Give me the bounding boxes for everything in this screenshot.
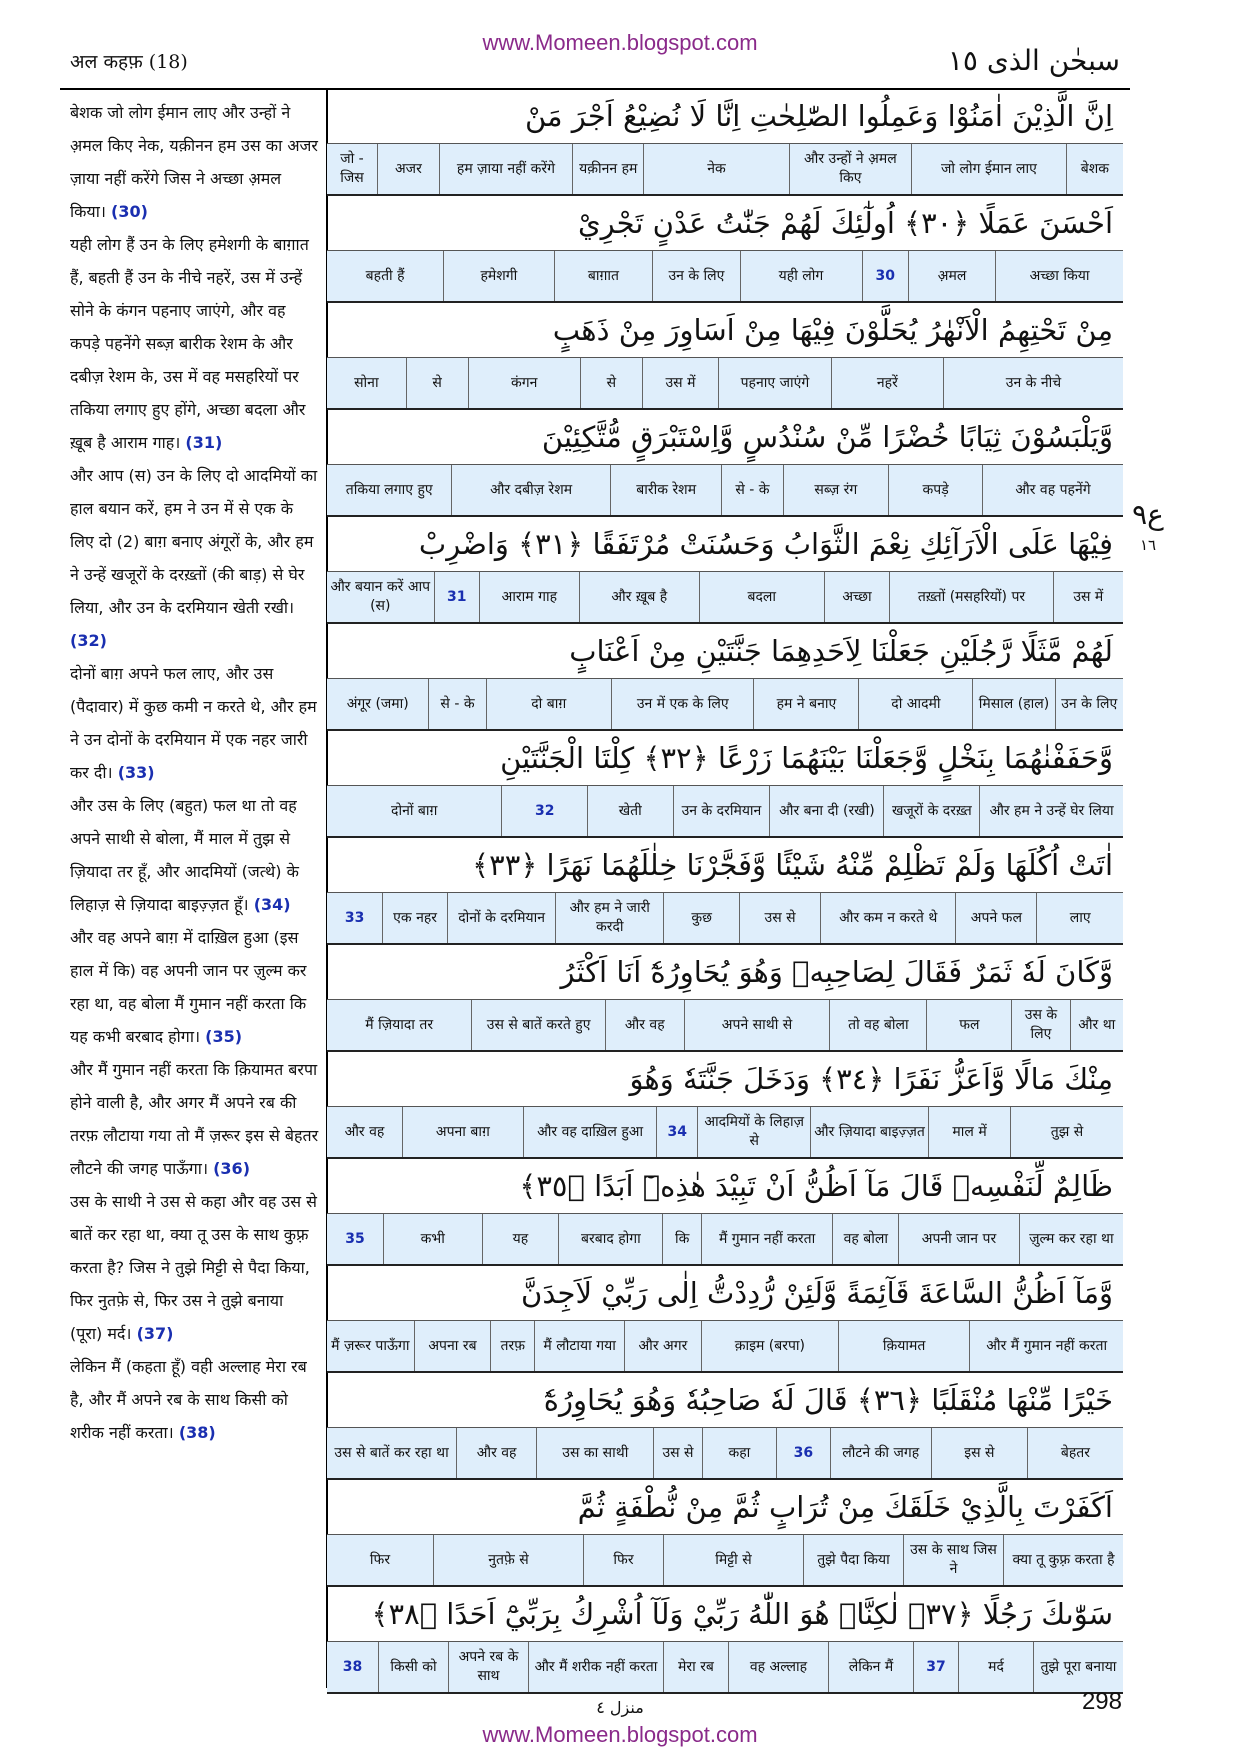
word-meaning-cell: कहा: [702, 1428, 777, 1478]
word-meaning-cell: यही लोग: [740, 251, 862, 301]
word-meaning-cell: तुझे पूरा बनाया: [1033, 1642, 1123, 1692]
word-meaning-cell: से: [406, 358, 468, 408]
word-translation-row: [327, 893, 1123, 945]
word-meaning-cell: अपनी जान पर: [898, 1214, 1019, 1264]
word-meaning-cell: और वह दाख़िल हुआ: [523, 1107, 656, 1157]
word-meaning-cell: मिसाल (हाल): [972, 679, 1054, 729]
word-meaning-cell: आदमियों के लिहाज़ से: [697, 1107, 810, 1157]
word-meaning-cell: और दबीज़ रेशम: [451, 465, 609, 515]
word-meaning-cell: मैं ज़ियादा तर: [365, 1016, 434, 1033]
word-meaning-cell: और बयान करें आप (स): [330, 579, 431, 614]
word-meaning-cell: कंगन: [468, 358, 580, 408]
word-meaning-cell: बहती हैं: [365, 267, 405, 284]
arabic-line: ظَالِمٌ لِّنَفْسِهٖ قَالَ مَآ اَظُنُّ اَنْ تَبِيْدَ هٰذِهٖٓ اَبَدًا ﴿٣٥﴾: [327, 1159, 1123, 1214]
header-surah-title: अल कहफ़ (18): [70, 51, 188, 73]
word-meaning-cell: और बना दी (रखी): [769, 786, 883, 836]
arabic-line: وَّمَآ اَظُنُّ السَّاعَةَ قَآئِمَةً وَّلَئِنْ رُّدِدْتُّ اِلٰى رَبِّيْ لَاَجِدَنَّ: [327, 1266, 1123, 1321]
ayah-number-cell: 33: [344, 909, 365, 926]
ayah-number: (31): [185, 433, 223, 452]
word-meaning-cell: तकिया लगाए हुए: [345, 481, 433, 498]
word-translation-row: [327, 679, 1123, 731]
word-meaning-cell: अजर: [377, 144, 439, 194]
translation-paragraph: [70, 459, 320, 657]
word-by-word-grid: [327, 89, 1123, 1694]
translation-column: [70, 96, 320, 1449]
word-meaning-cell: तरफ़: [490, 1321, 534, 1371]
translation-text: दोनों बाग़ अपने फल लाए, और उस (पैदावार) में कुछ कमी न करते थे, और हम ने उन दोनों के दरमियान में एक नहर जारी कर दी।: [70, 664, 317, 782]
ruku-marker: [1128, 500, 1168, 560]
word-meaning-cell: हम ने बनाए: [753, 679, 858, 729]
word-meaning-cell: सोना: [354, 374, 379, 391]
word-meaning-cell: फिर: [583, 1535, 663, 1585]
arabic-line: اِنَّ الَّذِيْنَ اٰمَنُوْا وَعَمِلُوا الصّٰلِحٰتِ اِنَّا لَا نُضِيْعُ اَجْرَ مَنْ: [327, 89, 1123, 144]
arabic-line: اٰتَتْ اُكُلَهَا وَلَمْ تَظْلِمْ مِّنْهُ شَيْئًا وَّفَجَّرْنَا خِلٰلَهُمَا نَهَرًا ﴿٣٣﴾: [327, 838, 1123, 893]
word-meaning-cell: हम ज़ाया नहीं करेंगे: [439, 144, 572, 194]
word-meaning-cell: नुतफ़े से: [433, 1535, 583, 1585]
word-meaning-cell: फिर: [369, 1551, 391, 1568]
ayah-number: (32): [70, 631, 107, 650]
word-meaning-cell: मैं ज़रूर पाऊँगा: [331, 1337, 410, 1354]
word-meaning-cell: कुछ: [663, 893, 739, 943]
word-meaning-cell: से - के: [428, 679, 485, 729]
word-meaning-cell: यह: [482, 1214, 559, 1264]
word-meaning-cell: अंगूर (जमा): [346, 695, 409, 712]
word-meaning-cell: बदला: [699, 572, 824, 622]
word-meaning-cell: और वह पहनेंगे: [982, 465, 1123, 515]
word-meaning-cell: हमेशगी: [443, 251, 553, 301]
translation-text: उस के साथी ने उस से कहा और वह उस से बातें कर रहा था, क्या तू उस के साथ कुफ़्र करता है? जिस ने तुझे मिट्टी से पैदा किया, फिर नुतफ़े से, फिर उस ने तुझे बनाया (पूरा) मर्द।: [70, 1192, 317, 1343]
word-meaning-cell: से - के: [721, 465, 782, 515]
ayah-number-cell: 38: [342, 1658, 363, 1675]
word-meaning-cell: खेती: [587, 786, 673, 836]
word-meaning-cell: कि: [662, 1214, 700, 1264]
word-meaning-cell: माल में: [928, 1107, 1010, 1157]
word-translation-row: [327, 1214, 1123, 1266]
word-meaning-cell: क़ियामत: [838, 1321, 970, 1371]
word-meaning-cell: तख़्तों (मसहरियों) पर: [889, 572, 1052, 622]
word-meaning-cell: लेकिन मैं: [828, 1642, 913, 1692]
word-meaning-cell: और अगर: [624, 1321, 701, 1371]
word-meaning-cell: तो वह बोला: [829, 1000, 926, 1050]
word-meaning-cell: बाग़ात: [554, 251, 653, 301]
word-meaning-cell: सब्ज़ रंग: [783, 465, 889, 515]
word-meaning-cell: ज़ुल्म कर रहा था: [1019, 1214, 1123, 1264]
word-meaning-cell: मैं गुमान नहीं करता: [701, 1214, 833, 1264]
ayah-number: (36): [213, 1159, 250, 1178]
translation-text: बेशक जो लोग ईमान लाए और उन्हों ने अ़मल किए नेक, यक़ीनन हम उस का अजर ज़ाया नहीं करेंगे जिस ने अच्छा अ़मल किया।: [70, 103, 318, 221]
word-meaning-cell: से: [580, 358, 642, 408]
translation-paragraph: [70, 1053, 320, 1185]
word-meaning-cell: और मैं शरीक नहीं करता: [528, 1642, 663, 1692]
word-translation-row: [327, 358, 1123, 410]
word-meaning-cell: अपने साथी से: [684, 1000, 830, 1050]
translation-text: और मैं गुमान नहीं करता कि क़ियामत बरपा होने वाली है, और अगर मैं अपने रब की तरफ़ लौटाया गया तो मैं ज़रूर इस से बेहतर लौटने की जगह पाऊँगा।: [70, 1060, 319, 1178]
word-meaning-cell: अपना रब: [414, 1321, 491, 1371]
word-meaning-cell: अपने रब के साथ: [448, 1642, 528, 1692]
page-number: 298: [1081, 1688, 1122, 1715]
ayah-number: (35): [205, 1027, 243, 1046]
word-meaning-cell: उन में एक के लिए: [611, 679, 754, 729]
arabic-line: وَّحَفَفْنٰهُمَا بِنَخْلٍ وَّجَعَلْنَا بَيْنَهُمَا زَرْعًا ﴿٣٢﴾ كِلْتَا الْجَنَّتَيْنِ: [327, 731, 1123, 786]
word-meaning-cell: उस का साथी: [536, 1428, 653, 1478]
ayah-number-cell: 31: [434, 572, 479, 622]
ayah-number-cell: 37: [913, 1642, 958, 1692]
ayah-number: (30): [111, 202, 148, 221]
arabic-line: اَكَفَرْتَ بِالَّذِيْ خَلَقَكَ مِنْ تُرَابٍ ثُمَّ مِنْ نُّطْفَةٍ ثُمَّ: [327, 1480, 1123, 1535]
ayah-number-cell: 30: [862, 251, 908, 301]
arabic-line: اَحْسَنَ عَمَلًا ﴿٣٠﴾ اُولٰٓئِكَ لَهُمْ جَنّٰتُ عَدْنٍ تَجْرِيْ: [327, 196, 1123, 251]
word-meaning-cell: और हम ने जारी करदी: [555, 893, 663, 943]
word-meaning-cell: उन के दरमियान: [673, 786, 770, 836]
ayah-number-cell: 32: [501, 786, 587, 836]
word-meaning-cell: उस के लिए: [1011, 1000, 1069, 1050]
header-para-title: سبحٰن الذی ١٥: [947, 44, 1120, 77]
arabic-line: وَّيَلْبَسُوْنَ ثِيَابًا خُضْرًا مِّنْ سُنْدُسٍ وَّاِسْتَبْرَقٍ مُّتَّكِئِيْنَ: [327, 410, 1123, 465]
arabic-line: مِنْكَ مَالًا وَّاَعَزُّ نَفَرًا ﴿٣٤﴾ وَدَخَلَ جَنَّتَهٗ وَهُوَ: [327, 1052, 1123, 1107]
ayah-number-cell: 36: [776, 1428, 829, 1478]
arabic-line: وَّكَانَ لَهٗ ثَمَرٌ فَقَالَ لِصَاحِبِهٖ وَهُوَ يُحَاوِرُهٗٓ اَنَا اَكْثَرُ: [327, 945, 1123, 1000]
word-meaning-cell: खजूरों के दरख़्त: [883, 786, 979, 836]
word-meaning-cell: लाए: [1036, 893, 1123, 943]
header-url[interactable]: www.Momeen.blogspot.com: [482, 30, 758, 55]
word-meaning-cell: आराम गाह: [479, 572, 579, 622]
translation-text: और आप (स) उन के लिए दो आदमियों का हाल बयान करें, हम ने उन में से एक के लिए दो (2) बाग़ बनाए अंगूरों के, और हम ने उन्हें खजूरों के दरख़्तों (की बाड़) से घेर लिया, और उन के दरमियान खेती रखी।: [70, 466, 318, 617]
word-meaning-cell: और कम न करते थे: [820, 893, 955, 943]
word-meaning-cell: इस से: [931, 1428, 1027, 1478]
translation-paragraph: [70, 228, 320, 459]
ayah-number: (33): [117, 763, 155, 782]
word-translation-row: [327, 144, 1123, 196]
word-translation-row: [327, 1321, 1123, 1373]
word-translation-row: [327, 251, 1123, 303]
word-meaning-cell: नेक: [643, 144, 788, 194]
translation-paragraph: [70, 921, 320, 1053]
word-meaning-cell: पहनाए जाएंगे: [718, 358, 830, 408]
translation-text: और वह अपने बाग़ में दाख़िल हुआ (इस हाल में कि) वह अपनी जान पर ज़ुल्म कर रहा था, वह बोला मैं गुमान नहीं करता कि यह कभी बरबाद होगा।: [70, 928, 307, 1046]
word-meaning-cell: दो आदमी: [858, 679, 972, 729]
word-meaning-cell: जो लोग ईमान लाए: [911, 144, 1066, 194]
word-translation-row: [327, 1000, 1123, 1052]
word-translation-row: [327, 465, 1123, 517]
word-meaning-cell: और ख़ूब है: [579, 572, 699, 622]
word-meaning-cell: और हम ने उन्हें घेर लिया: [979, 786, 1123, 836]
word-translation-row: [327, 1535, 1123, 1587]
word-meaning-cell: उस से बातें कर रहा था: [334, 1444, 449, 1461]
word-meaning-cell: बारीक रेशम: [610, 465, 722, 515]
translation-text: और उस के लिए (बहुत) फल था तो वह अपने साथी से बोला, मैं माल में तुझ से ज़ियादा तर हूँ, और आदमियों (जत्थे) के लिहाज़ से ज़ियादा बाइज़्ज़त हूँ।: [70, 796, 299, 914]
ayah-number-cell: 35: [345, 1230, 365, 1247]
word-meaning-cell: वह अल्लाह: [728, 1642, 828, 1692]
translation-paragraph: [70, 1185, 320, 1350]
ruku-marker-bottom: ١٦: [1139, 536, 1157, 554]
footer-url[interactable]: www.Momeen.blogspot.com: [482, 1722, 758, 1747]
word-meaning-cell: जो - जिस: [340, 151, 364, 186]
word-meaning-cell: उन के लिए: [652, 251, 739, 301]
word-meaning-cell: उन के नीचे: [943, 358, 1123, 408]
ruku-marker-top: ع٩: [1132, 498, 1164, 531]
word-translation-row: [327, 1428, 1123, 1480]
word-meaning-cell: अ़मल: [908, 251, 995, 301]
word-translation-row: [327, 1107, 1123, 1159]
word-meaning-cell: उस से: [739, 893, 820, 943]
word-meaning-cell: और वह: [605, 1000, 684, 1050]
translation-paragraph: [70, 789, 320, 921]
word-meaning-cell: उस से: [653, 1428, 701, 1478]
word-meaning-cell: और था: [1070, 1000, 1123, 1050]
word-meaning-cell: बेशक: [1066, 144, 1123, 194]
word-meaning-cell: यक़ीनन हम: [572, 144, 643, 194]
word-meaning-cell: तुझे पैदा किया: [803, 1535, 903, 1585]
word-meaning-cell: अपने फल: [955, 893, 1036, 943]
word-meaning-cell: लौटने की जगह: [830, 1428, 931, 1478]
word-meaning-cell: मिट्टी से: [663, 1535, 803, 1585]
arabic-line: خَيْرًا مِّنْهَا مُنْقَلَبًا ﴿٣٦﴾ قَالَ لَهٗ صَاحِبُهٗ وَهُوَ يُحَاوِرُهٗٓ: [327, 1373, 1123, 1428]
word-meaning-cell: मैं लौटाया गया: [534, 1321, 624, 1371]
word-meaning-cell: एक नहर: [382, 893, 447, 943]
ayah-number: (37): [136, 1324, 174, 1343]
translation-paragraph: [70, 657, 320, 789]
arabic-line: لَهُمْ مَّثَلًا رَّجُلَيْنِ جَعَلْنَا لِاَحَدِهِمَا جَنَّتَيْنِ مِنْ اَعْنَابٍ: [327, 624, 1123, 679]
word-translation-row: [327, 572, 1123, 624]
word-meaning-cell: अपना बाग़: [402, 1107, 523, 1157]
word-meaning-cell: तुझ से: [1010, 1107, 1123, 1157]
word-meaning-cell: और उन्हों ने अ़मल किए: [789, 144, 912, 194]
translation-paragraph: [70, 1350, 320, 1449]
word-meaning-cell: और ज़ियादा बाइज़्ज़त: [810, 1107, 928, 1157]
arabic-line: مِنْ تَحْتِهِمُ الْاَنْهٰرُ يُحَلَّوْنَ فِيْهَا مِنْ اَسَاوِرَ مِنْ ذَهَبٍ: [327, 303, 1123, 358]
translation-paragraph: [70, 96, 320, 228]
word-meaning-cell: बेहतर: [1027, 1428, 1123, 1478]
word-meaning-cell: बरबाद होगा: [558, 1214, 662, 1264]
word-meaning-cell: वह बोला: [832, 1214, 898, 1264]
word-meaning-cell: उस के साथ जिस ने: [903, 1535, 1003, 1585]
word-meaning-cell: और वह: [344, 1123, 385, 1140]
translation-text: लेकिन मैं (कहता हूँ) वही अल्लाह मेरा रब है, और मैं अपने रब के साथ किसी को शरीक नहीं करता।: [70, 1357, 307, 1442]
word-meaning-cell: क्या तू कुफ़्र करता है: [1003, 1535, 1123, 1585]
arabic-line: فِيْهَا عَلَى الْاَرَآئِكِ نِعْمَ الثَّوَابُ وَحَسُنَتْ مُرْتَفَقًا ﴿٣١﴾ وَاضْرِبْ: [327, 517, 1123, 572]
manzil-label: منزل ٤: [596, 1698, 644, 1717]
word-meaning-cell: और मैं गुमान नहीं करता: [969, 1321, 1122, 1371]
word-meaning-cell: फल: [926, 1000, 1011, 1050]
translation-text: यही लोग हैं उन के लिए हमेशगी के बाग़ात हैं, बहती हैं उन के नीचे नहरें, उस में उन्हें सोने के कंगन पहनाए जाएंगे, और वह कपड़े पहनेंगे सब्ज़ बारीक रेशम के और दबीज़ रेशम के, उस में वह मसहरियों पर तकिया लगाए हुए होंगे, अच्छा बदला और ख़ूब है आराम गाह।: [70, 235, 309, 452]
ayah-number-cell: 34: [656, 1107, 697, 1157]
word-meaning-cell: दोनों के दरमियान: [447, 893, 555, 943]
word-meaning-cell: नहरें: [831, 358, 943, 408]
ayah-number: (38): [178, 1423, 216, 1442]
word-meaning-cell: मर्द: [958, 1642, 1033, 1692]
word-meaning-cell: मेरा रब: [663, 1642, 728, 1692]
word-meaning-cell: उस से बातें करते हुए: [471, 1000, 604, 1050]
word-meaning-cell: उस में: [1053, 572, 1123, 622]
arabic-line: سَوّٰىكَ رَجُلًا ﴿٣٧﴾ لٰكِنَّا۠ هُوَ اللّٰهُ رَبِّيْ وَلَآ اُشْرِكُ بِرَبِّيْٓ اَحَدًا ﴿٣٨﴾: [327, 1587, 1123, 1642]
word-meaning-cell: अच्छा: [824, 572, 890, 622]
word-meaning-cell: क़ाइम (बरपा): [701, 1321, 838, 1371]
word-meaning-cell: दोनों बाग़: [391, 802, 438, 819]
word-meaning-cell: किसी को: [378, 1642, 448, 1692]
word-meaning-cell: कपड़े: [888, 465, 982, 515]
word-translation-row: [327, 1642, 1123, 1694]
word-meaning-cell: उस में: [642, 358, 718, 408]
word-meaning-cell: अच्छा किया: [995, 251, 1123, 301]
word-meaning-cell: उन के लिए: [1055, 679, 1123, 729]
ayah-number: (34): [253, 895, 291, 914]
word-meaning-cell: और वह: [456, 1428, 536, 1478]
word-meaning-cell: दो बाग़: [486, 679, 611, 729]
word-translation-row: [327, 786, 1123, 838]
word-meaning-cell: कभी: [383, 1214, 482, 1264]
